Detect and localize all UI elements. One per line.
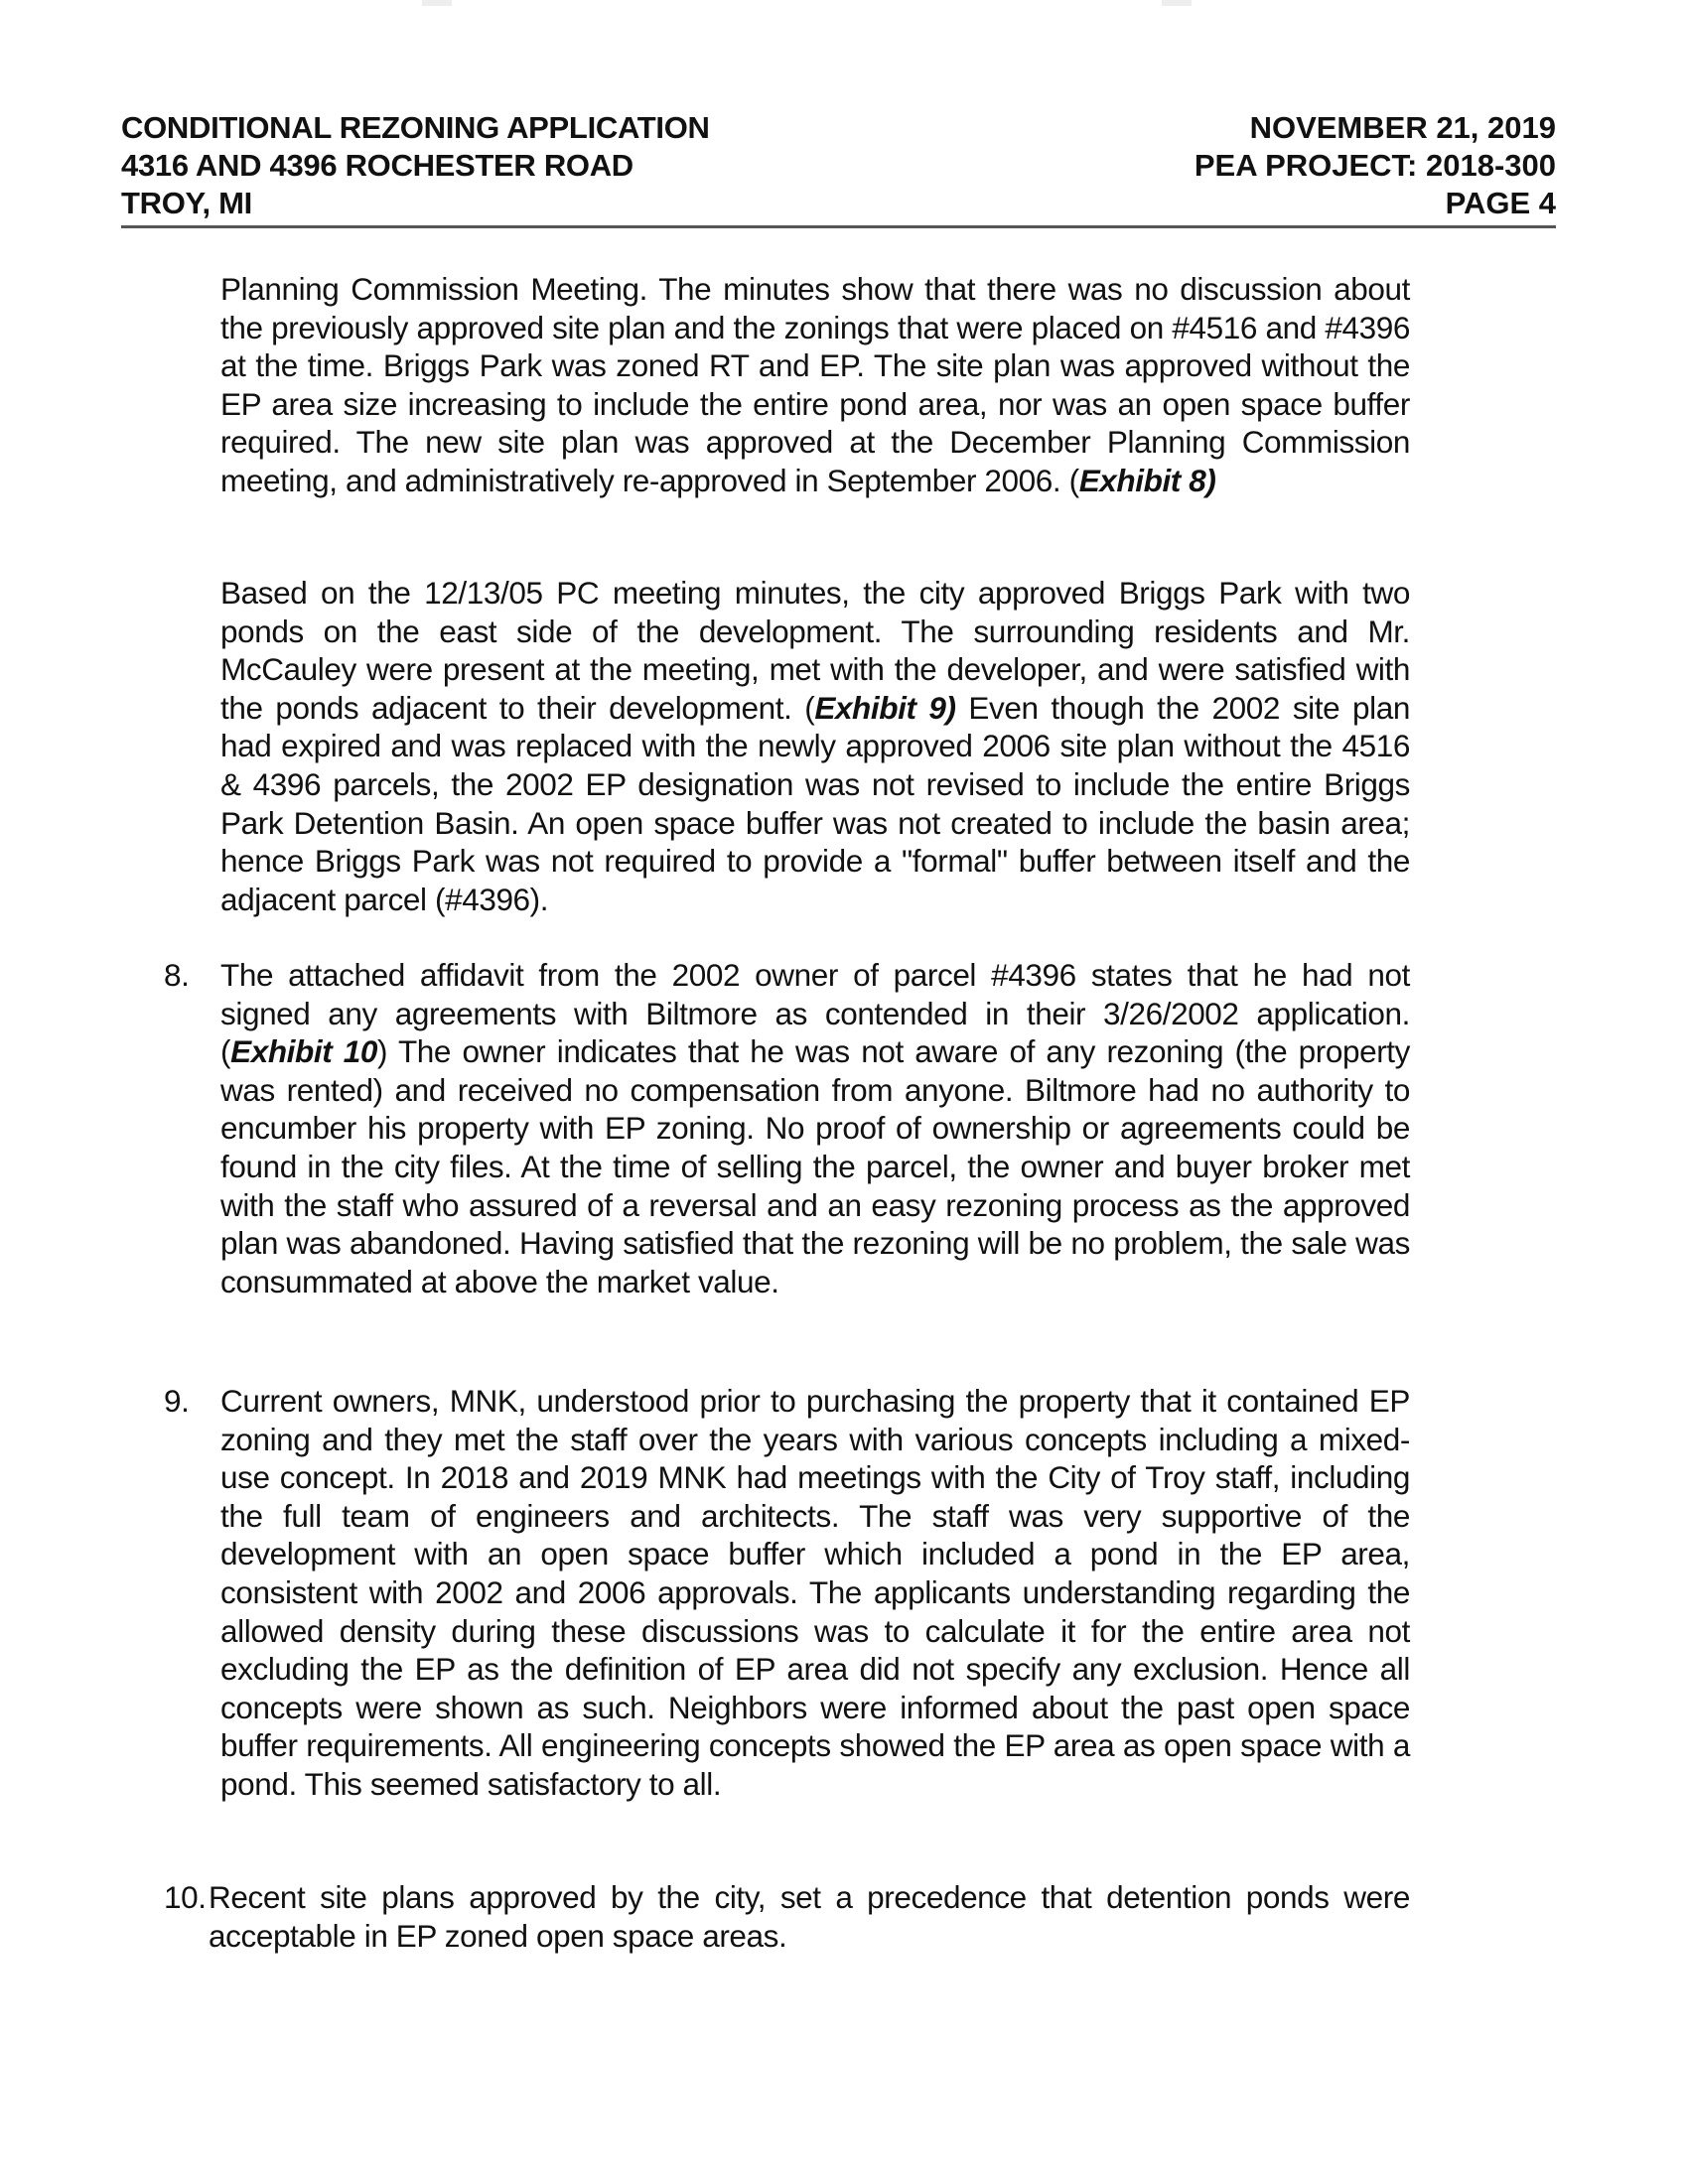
- list-item-10: [164, 1878, 1410, 1955]
- list-item-text: ) The owner indicates that he was not aware of any rezoning (the property was rented) and received no compensation from anyone. Biltmore had no authority to encumber his property with EP zoning. No proof of ownership or agreements could be found in the city files. At the time of selling the parcel, the owner and buyer broker met with the staff who assured of a reversal and an easy rezoning process as the approved plan was abandoned. Having satisfied that the rezoning will be no problem, the sale was consummated at above the market value.: [220, 1033, 1410, 1299]
- document-title: CONDITIONAL REZONING APPLICATION: [121, 110, 710, 145]
- list-item-text: Current owners, MNK, understood prior to purchasing the property that it contained EP zoning and they met the staff over the years with various concepts including a mixed-use concept. In 2018 and 2019 MNK had meetings with the City of Troy staff, including the full team of engineers and architects. The staff was very supportive of the development with an open space buffer which included a pond in the EP area, consistent with 2002 and 2006 approvals. The applicants understanding regarding the allowed density during these discussions was to calculate it for the entire area not excluding the EP as the definition of EP area did not specify any exclusion. Hence all concepts were shown as such. Neighbors were informed about the past open space buffer requirements. All engineering concepts showed the EP area as open space with a pond. This seemed satisfactory to all.: [220, 1383, 1410, 1802]
- list-item-text: The attached affidavit from the 2002 owner of parcel #4396 states that he had not signed any agreements with Biltmore as contended in their 3/26/2002 application. (: [220, 957, 1410, 1070]
- page-header: [121, 109, 1556, 228]
- paragraph-text: Even though the 2002 site plan had expired and was replaced with the newly approved 2006 site plan without the 4516 & 4396 parcels, the 2002 EP designation was not revised to include the entire Briggs Park Detention Basin. An open space buffer was not created to include the basin area; hence Briggs Park was not required to provide a "formal" buffer between itself and the adjacent parcel (#4396).: [220, 689, 1410, 917]
- list-number: 9.: [164, 1383, 190, 1419]
- list-item-9: [164, 1382, 1410, 1804]
- list-item-text: Recent site plans approved by the city, set a precedence that detention ponds were acceptable in EP zoned open space areas.: [209, 1879, 1410, 1954]
- project-number: PEA PROJECT: 2018-300: [1194, 148, 1556, 183]
- list-number: 10.: [164, 1879, 207, 1915]
- property-address: 4316 AND 4396 ROCHESTER ROAD: [121, 148, 633, 183]
- paragraph-text: Based on the 12/13/05 PC meeting minutes, the city approved Briggs Park with two ponds on the east side of the development. The surrounding residents and Mr. McCauley were present at the meeting, met with the developer, and were satisfied with the ponds adjacent to their development. (: [220, 575, 1410, 726]
- page-number: PAGE 4: [1445, 186, 1556, 220]
- list-number: 8.: [164, 957, 190, 993]
- city-state: TROY, MI: [121, 186, 252, 220]
- scan-artifact: [1162, 0, 1192, 6]
- paragraph-pc-minutes: [220, 574, 1410, 918]
- exhibit-reference: Exhibit 8): [1078, 462, 1216, 498]
- exhibit-reference: Exhibit 10: [230, 1033, 377, 1070]
- document-date: NOVEMBER 21, 2019: [1249, 110, 1556, 145]
- scan-artifact: [422, 0, 452, 6]
- paragraph-text: Planning Commission Meeting. The minutes show that there was no discussion about the previously approved site plan and the zonings that were placed on #4516 and #4396 at the time. Briggs Park was zoned RT and EP. The site plan was approved without the EP area size increasing to include the entire pond area, nor was an open space buffer required. The new site plan was approved at the December Planning Commission meeting, and administratively re-approved in September 2006. (: [220, 271, 1410, 498]
- header-left: [121, 109, 710, 222]
- header-right: [1195, 109, 1556, 222]
- list-item-8: [164, 956, 1410, 1300]
- exhibit-reference: Exhibit 9): [814, 689, 956, 726]
- paragraph-continuation: [220, 270, 1410, 500]
